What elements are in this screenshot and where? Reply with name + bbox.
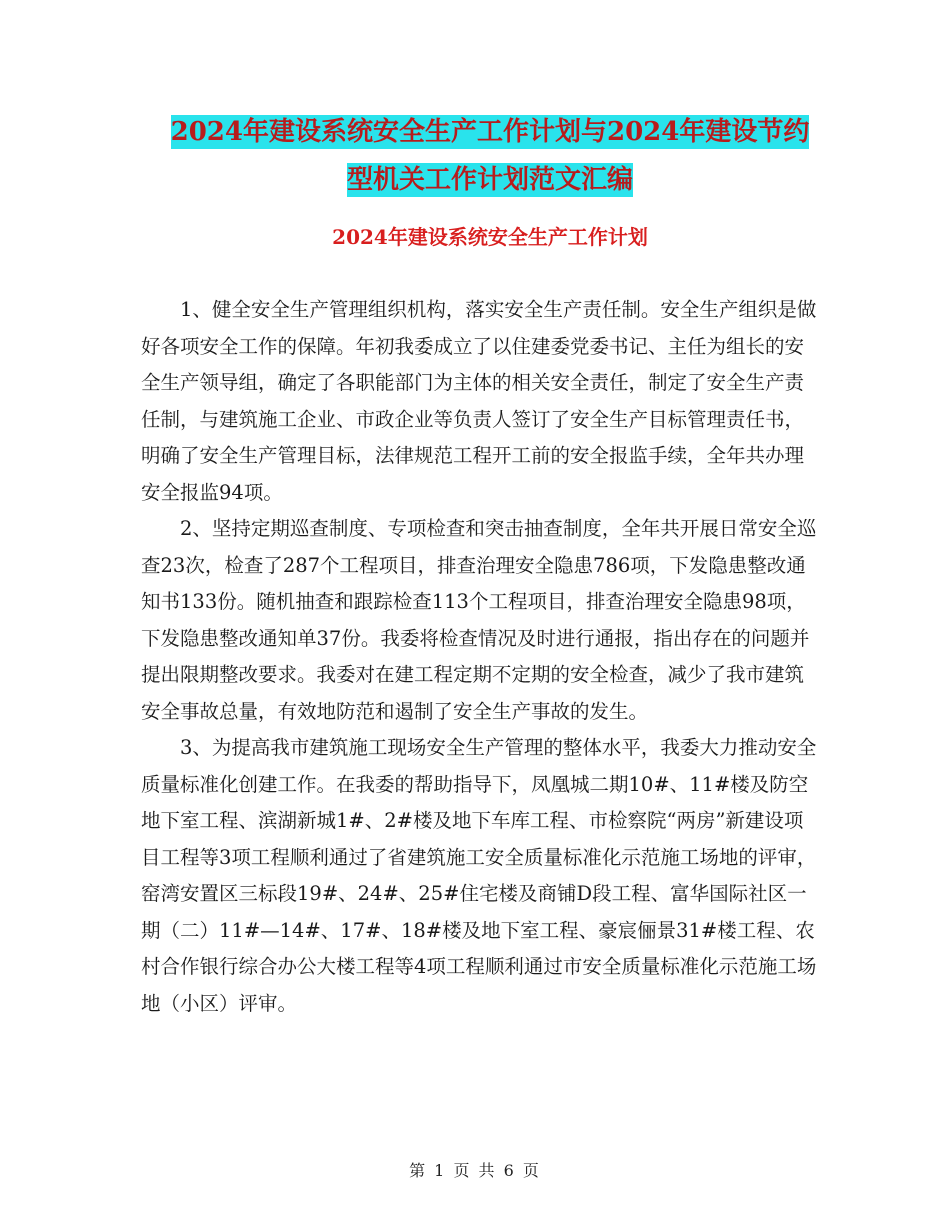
document-title — [140, 108, 840, 204]
title-line-2: 型机关工作计划范文汇编 — [346, 165, 633, 195]
page-footer: 第 1 页 共 6 页 — [409, 1161, 541, 1180]
paragraph-2: 2、坚持定期巡查制度、专项检查和突击抽查制度，全年共开展日常安全巡查23次，检查了287个工程项目，排查治理安全隐患786项，下发隐患整改通知书133份。随机抽查和跟踪检查113个工程项目，排查治理安全隐患98项，下发隐患整改通知单37份。我委将检查情况及时进行通报，指出存在的问题并提出限期整改要求。我委对在建工程定期不定期的安全检查，减少了我市建筑安全事故总量，有效地防范和遏制了安全生产事故的发生。 — [141, 517, 817, 723]
document-body — [141, 292, 821, 1022]
title-line-1: 2024年建设系统安全生产工作计划与2024年建设节约 — [170, 117, 810, 147]
section-title: 2024年建设系统安全生产工作计划 — [332, 225, 648, 249]
paragraph-3: 3、为提高我市建筑施工现场安全生产管理的整体水平，我委大力推动安全质量标准化创建工作。在我委的帮助指导下，凤凰城二期10#、11#楼及防空地下室工程、滨湖新城1#、2#楼及地下车库工程、市检察院“两房”新建设项目工程等3项工程顺利通过了省建筑施工安全质量标准化示范施工场地的评审，窑湾安置区三标段19#、24#、25#住宅楼及商铺D段工程、富华国际社区一期（二）11#—14#、17#、18#楼及地下室工程、豪宸俪景31#楼工程、农村合作银行综合办公大楼工程等4项工程顺利通过市安全质量标准化示范施工场地（小区）评审。 — [141, 736, 817, 1015]
paragraph-1: 1、健全安全生产管理组织机构，落实安全生产责任制。安全生产组织是做好各项安全工作的保障。年初我委成立了以住建委党委书记、主任为组长的安全生产领导组，确定了各职能部门为主体的相关安全责任，制定了安全生产责任制，与建筑施工企业、市政企业等负责人签订了安全生产目标管理责任书，明确了安全生产管理目标，法律规范工程开工前的安全报监手续，全年共办理安全报监94项。 — [141, 298, 817, 504]
